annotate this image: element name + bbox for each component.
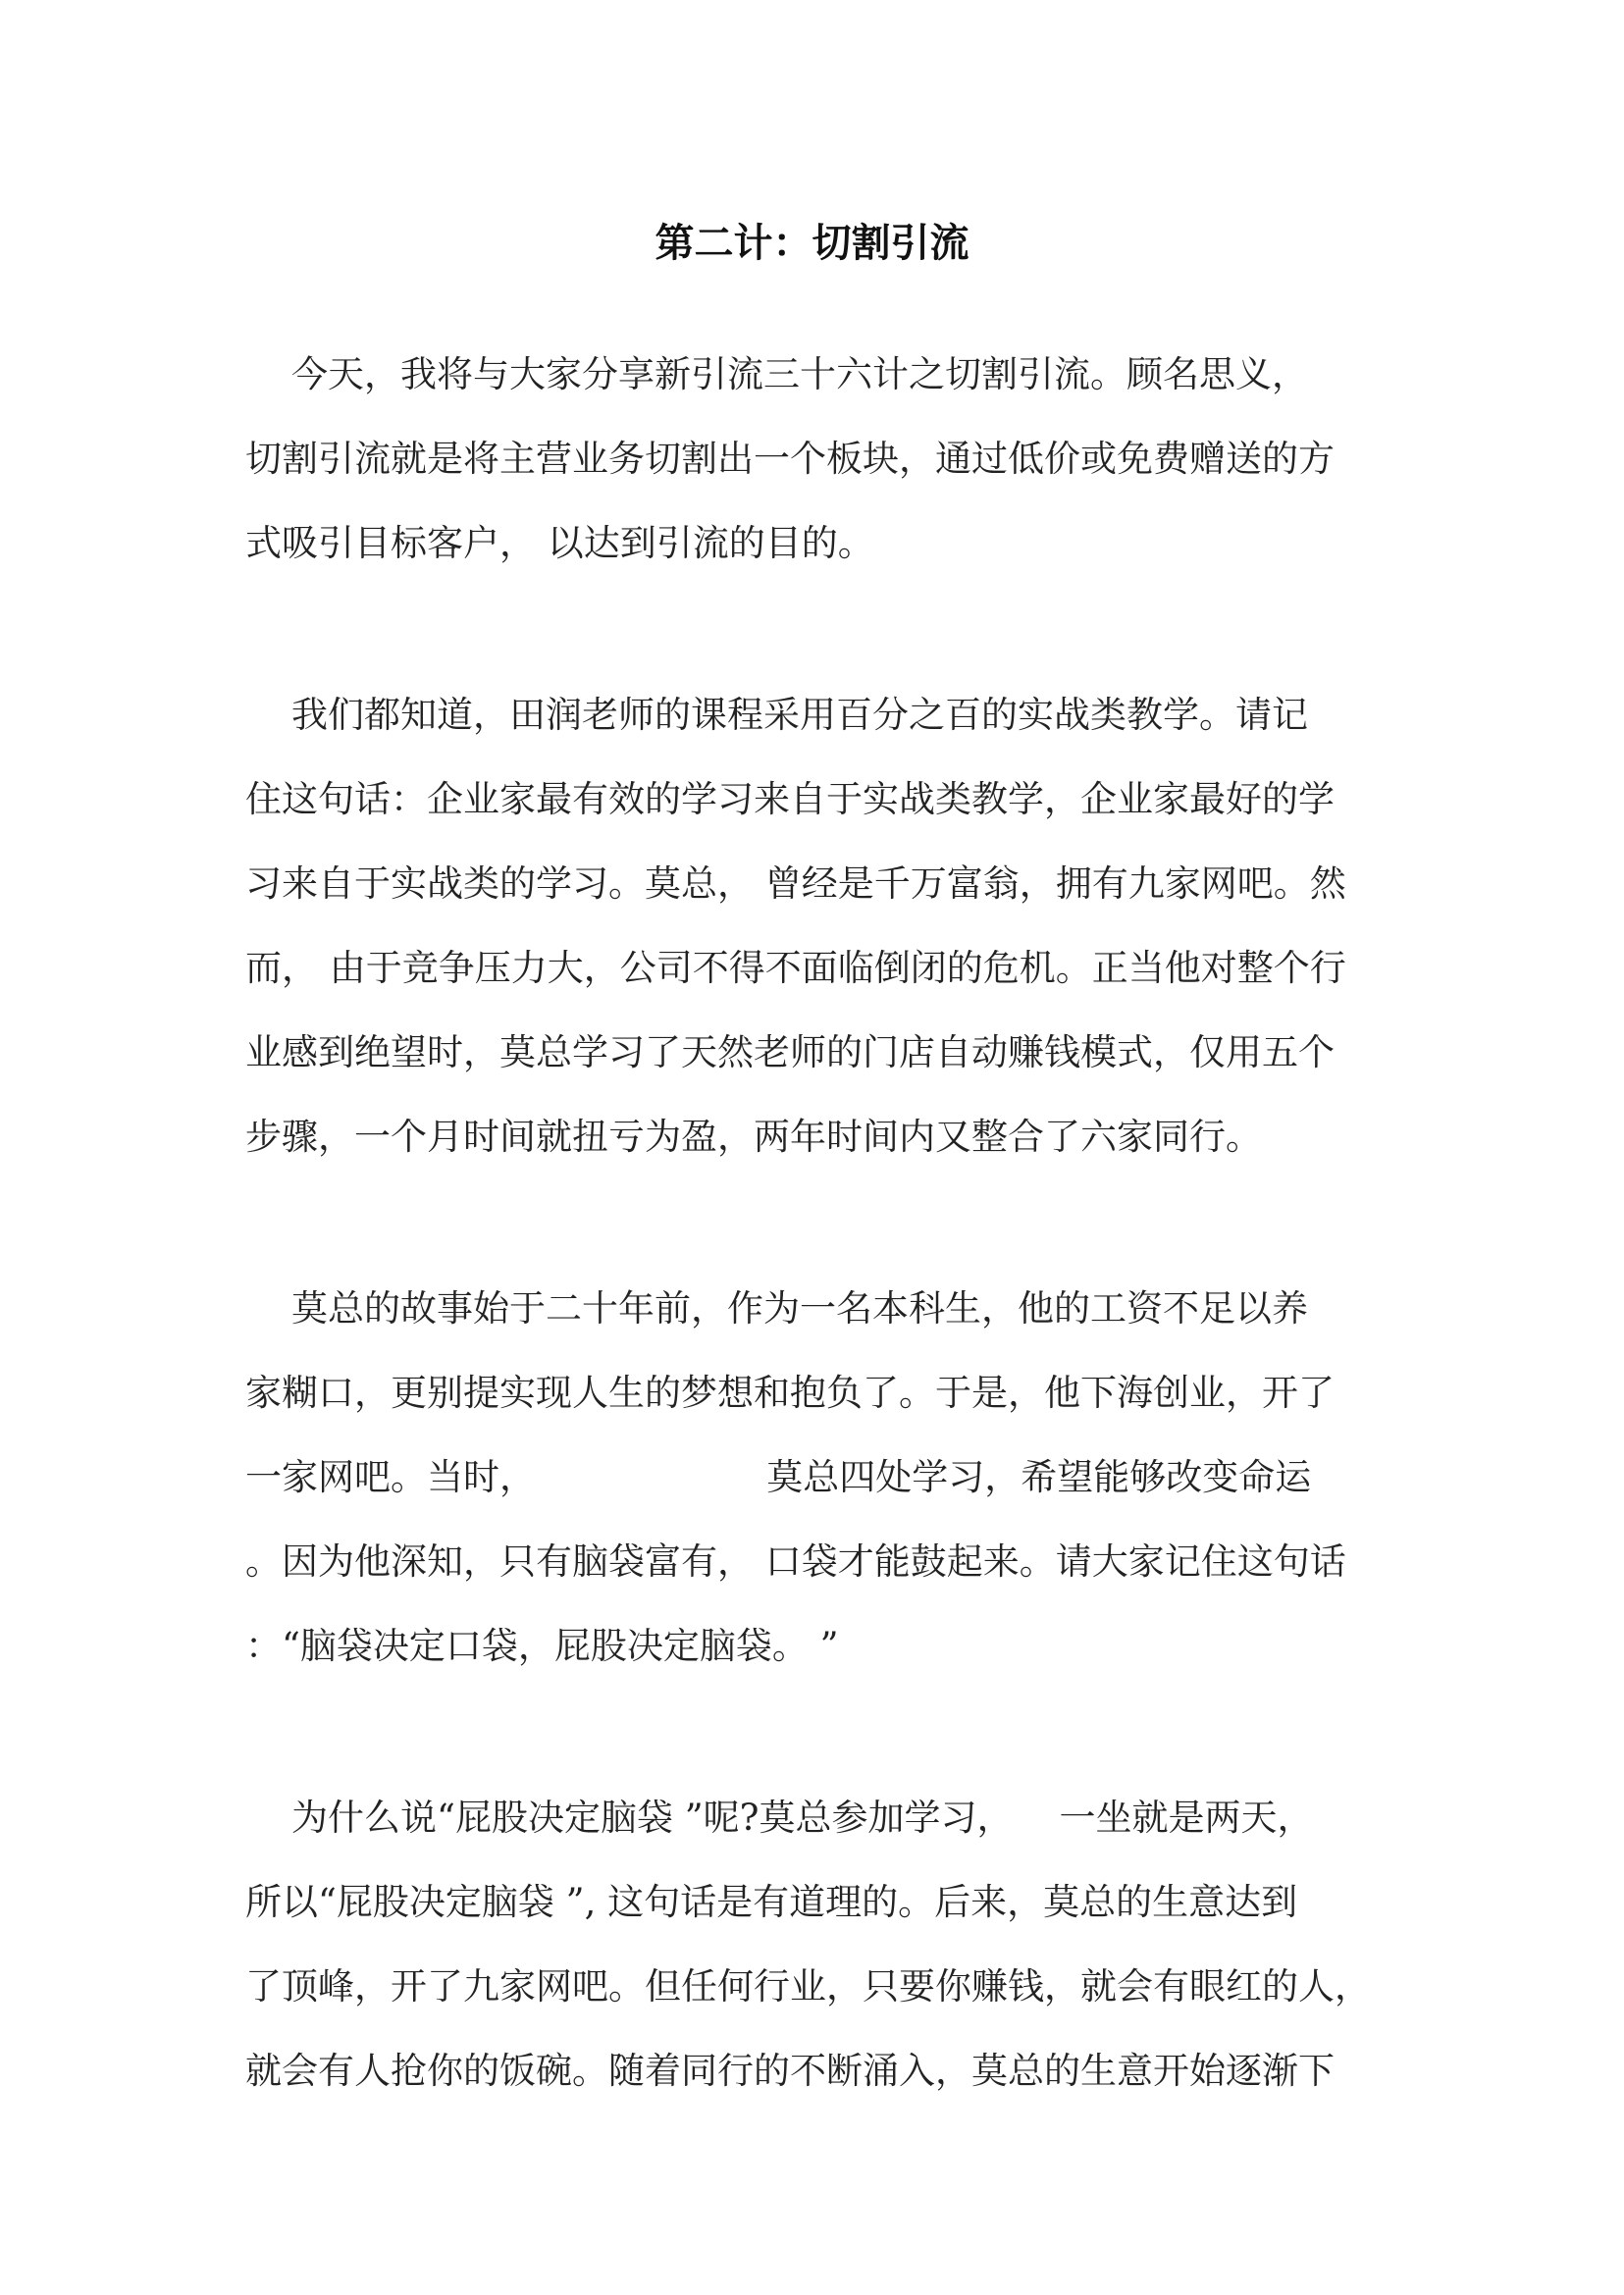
text-line: 我们都知道，田润老师的课程采用百分之百的实战类教学。请记 bbox=[245, 694, 1309, 736]
text-line: 。因为他深知，只有脑袋富有， 口袋才能鼓起来。请大家记住这句话 bbox=[245, 1540, 1346, 1583]
document-title: 第二计：切割引流 bbox=[655, 221, 969, 266]
paragraph-1 bbox=[245, 333, 1393, 586]
text-line: 所以“屁股决定脑袋 ”, 这句话是有道理的。后来，莫总的生意达到 bbox=[245, 1881, 1298, 1923]
paragraph-4 bbox=[245, 1776, 1393, 2113]
text-line: 而， 由于竞争压力大，公司不得不面临倒闭的危机。正当他对整个行 bbox=[245, 947, 1346, 989]
text-line: 就会有人抢你的饭碗。随着同行的不断涌入，莫总的生意开始逐渐下 bbox=[245, 2050, 1335, 2092]
text-line: 一家网吧。当时， 莫总四处学习，希望能够改变命运 bbox=[245, 1456, 1312, 1498]
text-line: 切割引流就是将主营业务切割出一个板块，通过低价或免费赠送的方 bbox=[245, 438, 1335, 480]
paragraph-3 bbox=[245, 1267, 1393, 1689]
text-line: 式吸引目标客户， 以达到引流的目的。 bbox=[245, 522, 874, 564]
text-line: 了顶峰，开了九家网吧。但任何行业，只要你赚钱，就会有眼红的人， bbox=[245, 1965, 1371, 2008]
text-line: 今天，我将与大家分享新引流三十六计之切割引流。顾名思义， bbox=[245, 353, 1309, 395]
text-line: 莫总的故事始于二十年前，作为一名本科生，他的工资不足以养 bbox=[245, 1287, 1309, 1330]
text-line: 习来自于实战类的学习。莫总， 曾经是千万富翁，拥有九家网吧。然 bbox=[245, 862, 1346, 905]
text-line: 为什么说“屁股决定脑袋 ”呢?莫总参加学习， 一坐就是两天， bbox=[245, 1797, 1314, 1839]
text-line: 住这句话：企业家最有效的学习来自于实战类教学，企业家最好的学 bbox=[245, 778, 1335, 820]
text-line: 步骤，一个月时间就扭亏为盈，两年时间内又整合了六家同行。 bbox=[245, 1116, 1262, 1158]
text-line: 业感到绝望时，莫总学习了天然老师的门店自动赚钱模式，仅用五个 bbox=[245, 1031, 1335, 1073]
text-line: 家糊口，更别提实现人生的梦想和抱负了。于是，他下海创业，开了 bbox=[245, 1372, 1335, 1414]
text-line: ：“脑袋决定口袋，屁股决定脑袋。 ” bbox=[245, 1625, 839, 1667]
paragraph-2 bbox=[245, 673, 1393, 1179]
